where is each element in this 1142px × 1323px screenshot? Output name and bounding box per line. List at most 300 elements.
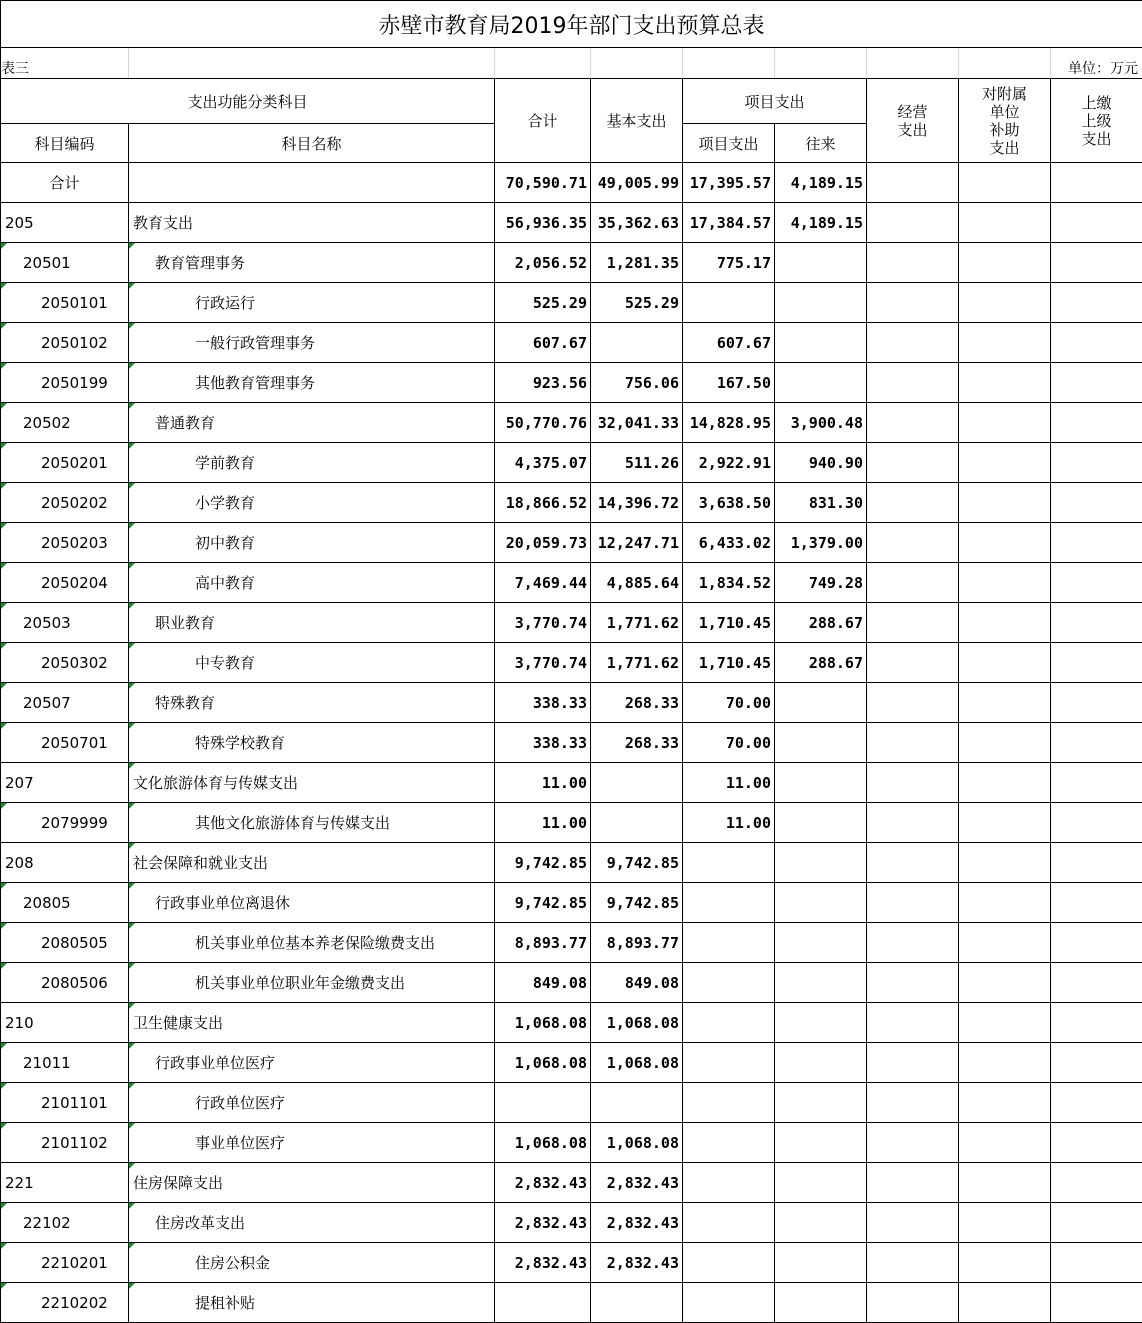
- row-transfer: [775, 723, 867, 763]
- table-row: [1, 763, 1142, 803]
- row-subsidy: [959, 723, 1051, 763]
- row-code: 2050203: [1, 523, 129, 563]
- row-transfer: [775, 1043, 867, 1083]
- row-total: 8,893.77: [495, 923, 591, 963]
- row-project: [683, 1283, 775, 1323]
- row-name: 其他教育管理事务: [129, 363, 495, 403]
- total-project: 17,395.57: [683, 163, 775, 203]
- row-basic: [591, 323, 683, 363]
- row-transfer: [775, 363, 867, 403]
- row-subsidy: [959, 1163, 1051, 1203]
- row-upper: [1051, 523, 1142, 563]
- row-subsidy: [959, 563, 1051, 603]
- row-code: 20501: [1, 243, 129, 283]
- row-upper: [1051, 1243, 1142, 1283]
- row-subsidy: [959, 323, 1051, 363]
- row-subsidy: [959, 643, 1051, 683]
- row-project: 14,828.95: [683, 403, 775, 443]
- row-transfer: [775, 683, 867, 723]
- row-code: 20805: [1, 883, 129, 923]
- row-operating: [867, 283, 959, 323]
- row-subsidy: [959, 1083, 1051, 1123]
- row-basic: [591, 763, 683, 803]
- row-total: [495, 1083, 591, 1123]
- row-transfer: [775, 1083, 867, 1123]
- row-project: [683, 1003, 775, 1043]
- row-code: 221: [1, 1163, 129, 1203]
- table-row: [1, 1203, 1142, 1243]
- row-basic: 9,742.85: [591, 883, 683, 923]
- row-name: 事业单位医疗: [129, 1123, 495, 1163]
- header-basic: 基本支出: [591, 79, 683, 163]
- row-total: 20,059.73: [495, 523, 591, 563]
- header-operating-text: 经营 支出: [897, 103, 927, 139]
- row-upper: [1051, 1163, 1142, 1203]
- row-name: 住房保障支出: [129, 1163, 495, 1203]
- row-name: 高中教育: [129, 563, 495, 603]
- row-basic: [591, 1283, 683, 1323]
- table-row: [1, 363, 1142, 403]
- row-subsidy: [959, 683, 1051, 723]
- row-transfer: [775, 843, 867, 883]
- row-project: [683, 1123, 775, 1163]
- row-project: [683, 1043, 775, 1083]
- row-code: 2080505: [1, 923, 129, 963]
- row-upper: [1051, 603, 1142, 643]
- row-name: 机关事业单位基本养老保险缴费支出: [129, 923, 495, 963]
- table-row: [1, 603, 1142, 643]
- row-basic: 511.26: [591, 443, 683, 483]
- row-code: 2050202: [1, 483, 129, 523]
- row-upper: [1051, 963, 1142, 1003]
- row-operating: [867, 763, 959, 803]
- row-name: 行政事业单位离退休: [129, 883, 495, 923]
- row-upper: [1051, 723, 1142, 763]
- row-transfer: 288.67: [775, 643, 867, 683]
- header-total: 合计: [495, 79, 591, 163]
- row-code: 22102: [1, 1203, 129, 1243]
- row-transfer: [775, 243, 867, 283]
- row-operating: [867, 1083, 959, 1123]
- row-upper: [1051, 1083, 1142, 1123]
- row-operating: [867, 883, 959, 923]
- table-row: [1, 323, 1142, 363]
- row-project: 6,433.02: [683, 523, 775, 563]
- row-operating: [867, 243, 959, 283]
- row-basic: 1,068.08: [591, 1003, 683, 1043]
- row-transfer: [775, 923, 867, 963]
- row-operating: [867, 443, 959, 483]
- row-subsidy: [959, 1003, 1051, 1043]
- header-transfer: 往来: [775, 124, 867, 163]
- row-name: 普通教育: [129, 403, 495, 443]
- row-project: [683, 283, 775, 323]
- row-name: 行政事业单位医疗: [129, 1043, 495, 1083]
- row-project: [683, 963, 775, 1003]
- row-project: [683, 1243, 775, 1283]
- row-project: 607.67: [683, 323, 775, 363]
- row-project: 2,922.91: [683, 443, 775, 483]
- row-code: 205: [1, 203, 129, 243]
- row-total: 3,770.74: [495, 643, 591, 683]
- row-basic: 2,832.43: [591, 1243, 683, 1283]
- table-row: [1, 883, 1142, 923]
- table-row: [1, 723, 1142, 763]
- row-operating: [867, 1283, 959, 1323]
- table-row: [1, 563, 1142, 603]
- row-total: 9,742.85: [495, 843, 591, 883]
- row-total: 338.33: [495, 683, 591, 723]
- table-row: [1, 443, 1142, 483]
- row-total: 18,866.52: [495, 483, 591, 523]
- row-basic: 268.33: [591, 683, 683, 723]
- row-basic: [591, 1083, 683, 1123]
- row-subsidy: [959, 283, 1051, 323]
- row-subsidy: [959, 883, 1051, 923]
- row-total: 2,056.52: [495, 243, 591, 283]
- header-func-class: 支出功能分类科目: [1, 79, 495, 124]
- table-row: [1, 283, 1142, 323]
- row-operating: [867, 603, 959, 643]
- row-basic: 14,396.72: [591, 483, 683, 523]
- row-basic: 849.08: [591, 963, 683, 1003]
- row-basic: 1,068.08: [591, 1123, 683, 1163]
- row-project: 17,384.57: [683, 203, 775, 243]
- total-basic: 49,005.99: [591, 163, 683, 203]
- row-basic: 2,832.43: [591, 1203, 683, 1243]
- row-name: 学前教育: [129, 443, 495, 483]
- row-code: 2101102: [1, 1123, 129, 1163]
- row-basic: 8,893.77: [591, 923, 683, 963]
- row-total: 1,068.08: [495, 1003, 591, 1043]
- row-basic: 32,041.33: [591, 403, 683, 443]
- row-operating: [867, 803, 959, 843]
- row-subsidy: [959, 483, 1051, 523]
- row-code: 2050101: [1, 283, 129, 323]
- row-upper: [1051, 923, 1142, 963]
- unit-label: 单位：万元: [1051, 48, 1142, 79]
- table-row: [1, 403, 1142, 443]
- row-code: 207: [1, 763, 129, 803]
- row-operating: [867, 403, 959, 443]
- row-operating: [867, 683, 959, 723]
- row-name: 住房公积金: [129, 1243, 495, 1283]
- header-upper: [1051, 79, 1142, 163]
- row-subsidy: [959, 1243, 1051, 1283]
- row-subsidy: [959, 1123, 1051, 1163]
- row-operating: [867, 1163, 959, 1203]
- row-upper: [1051, 763, 1142, 803]
- row-upper: [1051, 363, 1142, 403]
- row-project: 3,638.50: [683, 483, 775, 523]
- row-basic: 1,068.08: [591, 1043, 683, 1083]
- total-label: 合计: [1, 163, 129, 203]
- row-operating: [867, 923, 959, 963]
- row-upper: [1051, 283, 1142, 323]
- row-upper: [1051, 803, 1142, 843]
- row-subsidy: [959, 443, 1051, 483]
- row-total: 11.00: [495, 803, 591, 843]
- row-transfer: [775, 1203, 867, 1243]
- row-transfer: [775, 283, 867, 323]
- header-name: 科目名称: [129, 124, 495, 163]
- table-row: [1, 1123, 1142, 1163]
- row-upper: [1051, 483, 1142, 523]
- row-basic: 2,832.43: [591, 1163, 683, 1203]
- row-total: 1,068.08: [495, 1043, 591, 1083]
- row-basic: 35,362.63: [591, 203, 683, 243]
- row-operating: [867, 523, 959, 563]
- row-project: 1,834.52: [683, 563, 775, 603]
- row-operating: [867, 323, 959, 363]
- row-operating: [867, 1043, 959, 1083]
- total-row: [1, 163, 1142, 203]
- row-code: 210: [1, 1003, 129, 1043]
- row-name: 特殊教育: [129, 683, 495, 723]
- row-upper: [1051, 683, 1142, 723]
- row-subsidy: [959, 963, 1051, 1003]
- row-project: [683, 843, 775, 883]
- row-subsidy: [959, 763, 1051, 803]
- row-project: 70.00: [683, 723, 775, 763]
- row-transfer: [775, 963, 867, 1003]
- table-row: [1, 1243, 1142, 1283]
- row-code: 2050102: [1, 323, 129, 363]
- row-name: 一般行政管理事务: [129, 323, 495, 363]
- header-subsidy-text: 对附属 单位 补助 支出: [982, 85, 1027, 157]
- row-subsidy: [959, 403, 1051, 443]
- row-basic: 1,771.62: [591, 643, 683, 683]
- table-row: [1, 243, 1142, 283]
- row-name: 社会保障和就业支出: [129, 843, 495, 883]
- row-project: 11.00: [683, 763, 775, 803]
- row-operating: [867, 963, 959, 1003]
- row-upper: [1051, 403, 1142, 443]
- row-total: 607.67: [495, 323, 591, 363]
- row-project: [683, 883, 775, 923]
- row-code: 2210201: [1, 1243, 129, 1283]
- row-project: [683, 1083, 775, 1123]
- row-total: 338.33: [495, 723, 591, 763]
- row-project: 167.50: [683, 363, 775, 403]
- row-operating: [867, 1003, 959, 1043]
- row-basic: 1,771.62: [591, 603, 683, 643]
- row-name: 提租补贴: [129, 1283, 495, 1323]
- row-name: 机关事业单位职业年金缴费支出: [129, 963, 495, 1003]
- row-upper: [1051, 243, 1142, 283]
- row-total: 1,068.08: [495, 1123, 591, 1163]
- row-subsidy: [959, 363, 1051, 403]
- row-name: 行政单位医疗: [129, 1083, 495, 1123]
- row-operating: [867, 1203, 959, 1243]
- row-name: 特殊学校教育: [129, 723, 495, 763]
- row-subsidy: [959, 603, 1051, 643]
- row-basic: 1,281.35: [591, 243, 683, 283]
- table-row: [1, 1003, 1142, 1043]
- row-transfer: [775, 1123, 867, 1163]
- row-project: [683, 923, 775, 963]
- total-sum: 70,590.71: [495, 163, 591, 203]
- row-code: 20502: [1, 403, 129, 443]
- row-code: 2050302: [1, 643, 129, 683]
- row-project: 70.00: [683, 683, 775, 723]
- row-basic: 525.29: [591, 283, 683, 323]
- row-code: 2050199: [1, 363, 129, 403]
- table-row: [1, 643, 1142, 683]
- row-operating: [867, 1123, 959, 1163]
- row-transfer: [775, 1283, 867, 1323]
- row-code: 2050204: [1, 563, 129, 603]
- table-row: [1, 683, 1142, 723]
- row-upper: [1051, 643, 1142, 683]
- row-code: 20503: [1, 603, 129, 643]
- row-subsidy: [959, 803, 1051, 843]
- row-basic: [591, 803, 683, 843]
- row-operating: [867, 203, 959, 243]
- row-total: 2,832.43: [495, 1203, 591, 1243]
- table-row: [1, 483, 1142, 523]
- table-row: [1, 1083, 1142, 1123]
- row-transfer: [775, 803, 867, 843]
- row-upper: [1051, 563, 1142, 603]
- row-code: 2050201: [1, 443, 129, 483]
- row-subsidy: [959, 843, 1051, 883]
- row-upper: [1051, 443, 1142, 483]
- table-row: [1, 523, 1142, 563]
- total-transfer: 4,189.15: [775, 163, 867, 203]
- row-total: 50,770.76: [495, 403, 591, 443]
- table-row: [1, 843, 1142, 883]
- row-total: 9,742.85: [495, 883, 591, 923]
- row-upper: [1051, 883, 1142, 923]
- row-name: 教育管理事务: [129, 243, 495, 283]
- row-subsidy: [959, 1043, 1051, 1083]
- table-row: [1, 803, 1142, 843]
- page-title: 赤壁市教育局2019年部门支出预算总表: [1, 1, 1142, 48]
- table-row: [1, 1283, 1142, 1323]
- row-operating: [867, 363, 959, 403]
- row-name: 卫生健康支出: [129, 1003, 495, 1043]
- row-transfer: 4,189.15: [775, 203, 867, 243]
- row-code: 2080506: [1, 963, 129, 1003]
- row-code: 208: [1, 843, 129, 883]
- row-transfer: 831.30: [775, 483, 867, 523]
- row-name: 住房改革支出: [129, 1203, 495, 1243]
- row-total: 7,469.44: [495, 563, 591, 603]
- row-transfer: 1,379.00: [775, 523, 867, 563]
- header-code: 科目编码: [1, 124, 129, 163]
- row-upper: [1051, 1203, 1142, 1243]
- row-upper: [1051, 1123, 1142, 1163]
- row-operating: [867, 563, 959, 603]
- row-transfer: [775, 1243, 867, 1283]
- row-basic: 268.33: [591, 723, 683, 763]
- row-transfer: [775, 323, 867, 363]
- row-operating: [867, 483, 959, 523]
- row-upper: [1051, 843, 1142, 883]
- row-total: 3,770.74: [495, 603, 591, 643]
- table-row: [1, 963, 1142, 1003]
- row-transfer: 288.67: [775, 603, 867, 643]
- row-name: 教育支出: [129, 203, 495, 243]
- row-operating: [867, 643, 959, 683]
- row-transfer: [775, 763, 867, 803]
- row-basic: 756.06: [591, 363, 683, 403]
- header-upper-text: 上缴 上级 支出: [1081, 94, 1111, 148]
- row-total: 4,375.07: [495, 443, 591, 483]
- row-code: 20507: [1, 683, 129, 723]
- header-subsidy: [959, 79, 1051, 163]
- row-code: 2079999: [1, 803, 129, 843]
- row-subsidy: [959, 243, 1051, 283]
- row-basic: 12,247.71: [591, 523, 683, 563]
- row-upper: [1051, 1043, 1142, 1083]
- header-operating: [867, 79, 959, 163]
- row-transfer: 749.28: [775, 563, 867, 603]
- row-subsidy: [959, 523, 1051, 563]
- row-code: 2101101: [1, 1083, 129, 1123]
- table-row: [1, 1163, 1142, 1203]
- row-subsidy: [959, 923, 1051, 963]
- table-row: [1, 923, 1142, 963]
- row-transfer: 940.90: [775, 443, 867, 483]
- table-row: [1, 203, 1142, 243]
- row-subsidy: [959, 203, 1051, 243]
- row-project: 11.00: [683, 803, 775, 843]
- row-total: 849.08: [495, 963, 591, 1003]
- row-upper: [1051, 1003, 1142, 1043]
- row-total: 2,832.43: [495, 1243, 591, 1283]
- row-project: 1,710.45: [683, 603, 775, 643]
- row-total: 11.00: [495, 763, 591, 803]
- row-subsidy: [959, 1203, 1051, 1243]
- row-upper: [1051, 203, 1142, 243]
- row-total: 2,832.43: [495, 1163, 591, 1203]
- row-project: [683, 1163, 775, 1203]
- row-basic: 4,885.64: [591, 563, 683, 603]
- row-total: [495, 1283, 591, 1323]
- row-transfer: [775, 1003, 867, 1043]
- row-total: 56,936.35: [495, 203, 591, 243]
- row-name: 其他文化旅游体育与传媒支出: [129, 803, 495, 843]
- header-project-group: 项目支出: [683, 79, 867, 124]
- row-operating: [867, 723, 959, 763]
- row-operating: [867, 1243, 959, 1283]
- table-label: 表三: [1, 48, 129, 79]
- row-name: 小学教育: [129, 483, 495, 523]
- row-basic: 9,742.85: [591, 843, 683, 883]
- row-name: 初中教育: [129, 523, 495, 563]
- row-name: 文化旅游体育与传媒支出: [129, 763, 495, 803]
- table-row: [1, 1043, 1142, 1083]
- row-total: 525.29: [495, 283, 591, 323]
- row-project: 1,710.45: [683, 643, 775, 683]
- row-subsidy: [959, 1283, 1051, 1323]
- row-code: 21011: [1, 1043, 129, 1083]
- row-operating: [867, 843, 959, 883]
- row-name: 行政运行: [129, 283, 495, 323]
- header-project: 项目支出: [683, 124, 775, 163]
- row-project: [683, 1203, 775, 1243]
- row-code: 2050701: [1, 723, 129, 763]
- row-upper: [1051, 323, 1142, 363]
- row-code: 2210202: [1, 1283, 129, 1323]
- row-project: 775.17: [683, 243, 775, 283]
- row-transfer: 3,900.48: [775, 403, 867, 443]
- row-transfer: [775, 883, 867, 923]
- row-upper: [1051, 1283, 1142, 1323]
- row-transfer: [775, 1163, 867, 1203]
